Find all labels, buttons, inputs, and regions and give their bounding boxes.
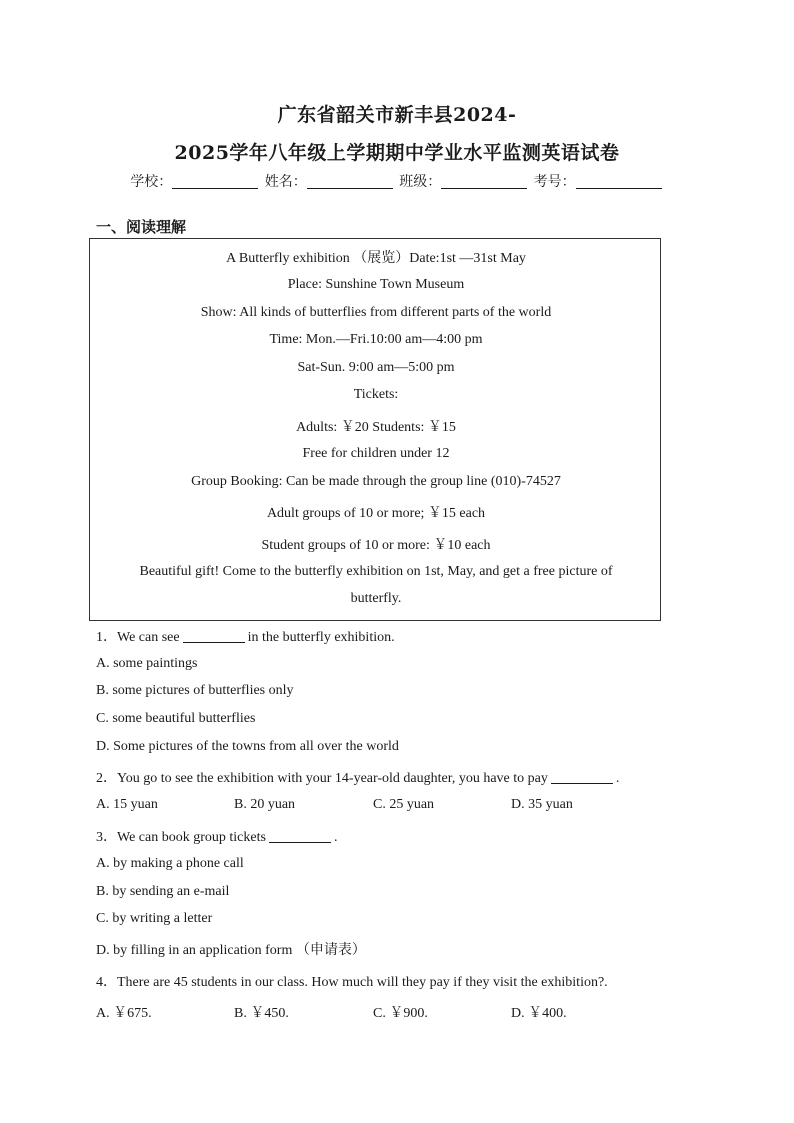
ad-line: Show: All kinds of butterflies from different parts of the world bbox=[200, 305, 552, 320]
school-label: 学校： bbox=[130, 174, 173, 190]
question-1-text: 1．We can see bbox=[96, 630, 180, 645]
section-title: 一、阅读理解 bbox=[96, 218, 187, 236]
class-blank[interactable] bbox=[441, 174, 527, 189]
option-3b[interactable]: B. by sending an e-mail bbox=[96, 884, 230, 899]
ad-line: Sat-Sun. 9:00 am—5:00 pm bbox=[297, 360, 455, 375]
answer-blank[interactable] bbox=[551, 770, 613, 784]
ad-line: Time: Mon.—Fri.10:00 am—4:00 pm bbox=[269, 332, 483, 347]
question-4-text: 4．There are 45 students in our class. How much will they pay if they visit the exhibition?. bbox=[96, 975, 608, 990]
student-info-row bbox=[0, 171, 794, 191]
option-3a[interactable]: A. by making a phone call bbox=[96, 856, 244, 871]
class-label: 班级： bbox=[399, 174, 442, 190]
option-3d[interactable]: D. by filling in an application form （申请表） bbox=[96, 943, 366, 958]
exam-title-line2: 2025学年八年级上学期期中学业水平监测英语试卷 bbox=[174, 142, 620, 164]
option-1b[interactable]: B. some pictures of butterflies only bbox=[96, 683, 294, 698]
question-3-text-end: . bbox=[333, 830, 338, 845]
ad-line: Adults: ￥20 Students: ￥15 bbox=[296, 420, 456, 435]
option-3c[interactable]: C. by writing a letter bbox=[96, 911, 213, 926]
ad-line: Beautiful gift! Come to the butterfly exhibition on 1st, May, and get a free picture of bbox=[139, 564, 613, 579]
question-3 bbox=[96, 826, 337, 846]
exhibition-ad-box bbox=[89, 238, 661, 621]
question-2-text-end: . bbox=[615, 771, 620, 786]
option-4b[interactable]: B. ￥450. bbox=[234, 1006, 289, 1021]
school-blank[interactable] bbox=[172, 174, 258, 189]
option-2d[interactable]: D. 35 yuan bbox=[511, 797, 573, 812]
ad-line: Free for children under 12 bbox=[302, 446, 450, 461]
option-4d[interactable]: D. ￥400. bbox=[511, 1006, 567, 1021]
exam-number-blank[interactable] bbox=[576, 174, 662, 189]
ad-line: A Butterfly exhibition （展览）Date:1st —31st May bbox=[226, 251, 526, 266]
option-4a[interactable]: A. ￥675. bbox=[96, 1006, 152, 1021]
ad-line: Student groups of 10 or more: ￥10 each bbox=[261, 538, 491, 553]
exam-number-label: 考号： bbox=[533, 174, 576, 190]
question-1 bbox=[96, 626, 395, 646]
option-2a[interactable]: A. 15 yuan bbox=[96, 797, 158, 812]
option-1a[interactable]: A. some paintings bbox=[96, 656, 198, 671]
ad-line: Group Booking: Can be made through the group line (010)-74527 bbox=[191, 474, 561, 489]
answer-blank[interactable] bbox=[183, 629, 245, 643]
ad-line: Place: Sunshine Town Museum bbox=[287, 277, 465, 292]
option-4c[interactable]: C. ￥900. bbox=[373, 1006, 428, 1021]
name-label: 姓名： bbox=[264, 174, 307, 190]
question-4 bbox=[96, 971, 608, 991]
exam-title-line1: 广东省韶关市新丰县2024- bbox=[277, 104, 517, 126]
question-3-text: 3．We can book group tickets bbox=[96, 830, 266, 845]
ad-line: Tickets: bbox=[353, 387, 399, 402]
option-2b[interactable]: B. 20 yuan bbox=[234, 797, 296, 812]
question-2-text: 2．You go to see the exhibition with your 14-year-old daughter, you have to pay bbox=[96, 771, 548, 786]
ad-line: Adult groups of 10 or more; ￥15 each bbox=[266, 506, 486, 521]
option-1c[interactable]: C. some beautiful butterflies bbox=[96, 711, 256, 726]
option-1d[interactable]: D. Some pictures of the towns from all over the world bbox=[96, 739, 399, 754]
ad-line: butterfly. bbox=[350, 591, 402, 606]
name-blank[interactable] bbox=[307, 174, 393, 189]
question-1-text-end: in the butterfly exhibition. bbox=[247, 630, 395, 645]
question-2 bbox=[96, 767, 619, 787]
answer-blank[interactable] bbox=[269, 829, 331, 843]
option-2c[interactable]: C. 25 yuan bbox=[373, 797, 435, 812]
